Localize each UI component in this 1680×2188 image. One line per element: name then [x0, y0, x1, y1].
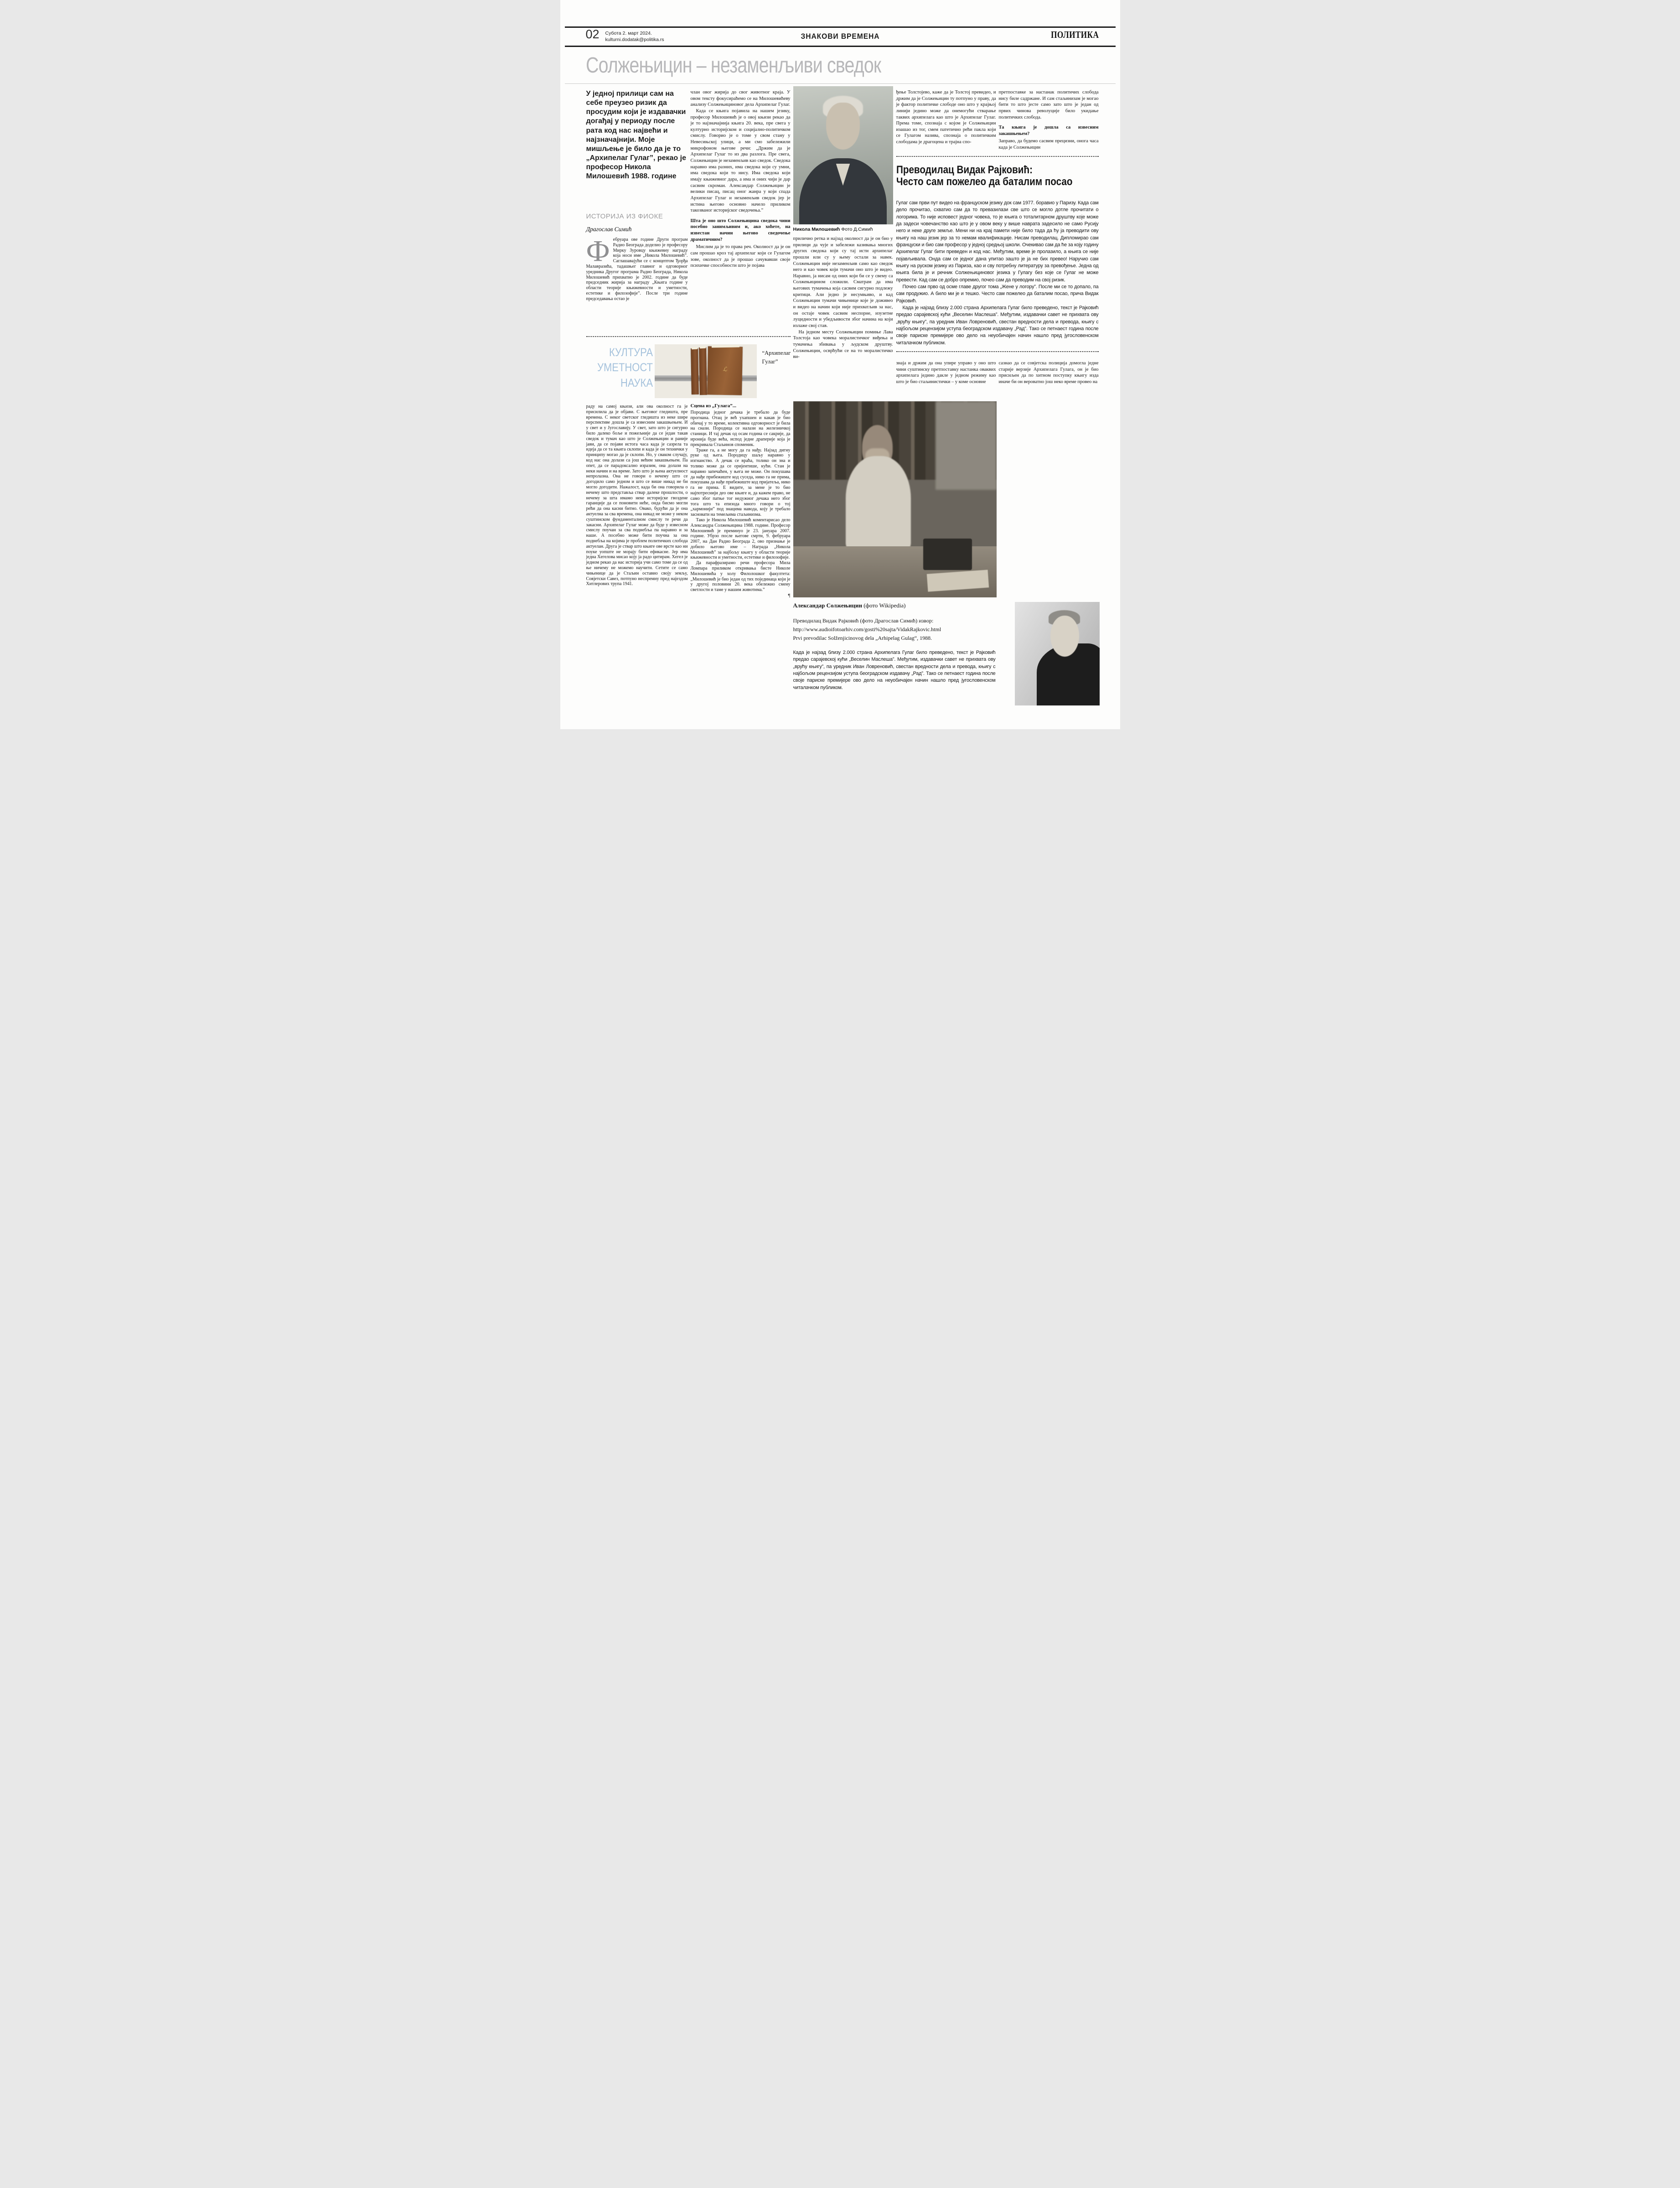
book-pages	[692, 347, 698, 350]
paragraph: Тако је Никола Милошевић коментарисао дело Александра Солжењицина 1988. године. Професор Милошевић је преминуо је 23. јануара 2007. године. Убрзо после његове смрти, 9. фебруара 2007, на Дан Радио Београда 2, ово признање је добило његово име – Награда „Никола Милошевић” за најбољу књигу у области теорије књижевности и уметности, естетике и филозофије.	[690, 517, 791, 560]
lower-column2-body	[691, 403, 791, 599]
paragraph: Заправо, да будемо сасвим прецизни, онога часа када је Солжењицин	[998, 139, 1099, 150]
rubric-kicker: ИСТОРИЈА ИЗ ФИОКЕ	[586, 213, 663, 220]
section-title: ЗНАКОВИ ВРЕМЕНА	[801, 32, 879, 41]
caption-credit: Фото Д.Симић	[841, 227, 873, 232]
paragraph: Почео сам прво од осме главе другог тома „Жене у логору”. После ми се то допало, па сам продужио. А било ми је и тешко. Често сам пожелео да баталим посао, прича Видак Рајковић.	[896, 284, 1099, 304]
caption-credit: (фото Wikipedia)	[863, 602, 906, 609]
column3-body	[793, 236, 893, 360]
credit-line: Преводилац Видак Рајковић (фото Драгослав Симић) извор:	[793, 617, 934, 624]
header-bottom-rule	[565, 46, 1116, 47]
photo-face-shape	[826, 103, 860, 150]
lower-column1-body	[586, 404, 688, 587]
bottom-repeat-paragraph	[793, 649, 996, 691]
caption-name: Никола Милошевић	[793, 227, 840, 232]
paragraph: ђење Толстојево, каже да је Толстој превидео, и држим да је Солжењицин ту потпуно у праву, да је фактор политичке слободе оно што у крајњој линији једино може да онемогући стварање таквих архипелага као што је Архипелаг Гулаг. Према томе, спознаја с којом је Солжењицин изашао из тог, смем патетично рећи пакла који се Гулагом назива, спознаја о политичким слободама је драгоцена и трајна спо-	[896, 90, 996, 145]
paragraph: претпоставке за настанак политичих слобода нису биле садржане. И сам стаљинизам је могао бити то што јесте само зато што је један од првих чинова револуције било укидање политичких слобода.	[998, 90, 1099, 120]
photo-nikola-milosevic	[793, 86, 893, 224]
photo-solzhenitsyn-desk	[793, 401, 997, 597]
credit-line: Prvi prevodilac Solženjicinovog dela „Arhipelag Gulag“, 1988.	[793, 634, 932, 641]
subhead-line1: Преводилац Видак Рајковић:	[896, 164, 1033, 176]
caption-line: “Архипелаг	[762, 350, 791, 356]
lead-quote: У једној прилици сам на себе преузео ризик да просудим који је издавачки догађај у периоду после рата код нас највећи и најзначајнији. Моје мишљење је било да је то „Архипелаг Гулаг”, рекао је професор Никола Милошевић 1988. године	[586, 90, 686, 181]
paragraph: Гулаг сам први пут видео на француском језику док сам 1977. боравио у Паризу. Када сам дело прочитао, схватио сам да то превазилази све што се могло дотле прочитати о логорима. То није исповест једног човека, то је књига о тоталитарном друштву које може да задеси човечанство као што је у овом веку у више наврата задесило не само Русију него и неке друге земље. Мени ни на крај памети није било тада да ћу ја преводити ову књигу на наш језик јер за то немам квалификације. Нисам преводилац. Дипломирао сам француски и био сам професор у једној средњој школи. Очекивао сам да ће за коју годину Архипелаг Гулаг бити преведен и код нас. Међутим, време је пролазило, а књига се није појављивала. Онда сам се једног дана упитао зашто је ја не бих превео! Наручио сам књигу на руском језику из Париза, као и сву потребну литературу за превођење. Једна од књига била је и речник Солжењициновог језика у Гулагу без које се Гулаг не може превести. Кад сам се добро опремио, почео сам да преводим на свој ризик.	[896, 200, 1099, 283]
drop-cap: Ф	[586, 234, 610, 268]
paragraph: сазнао да се совјетска полиција домогла једне старије верзије Архипелага Гулага, он је био присиљен да по хитном поступку књигу изда иначе би он вероватно још неко време провео на	[998, 361, 1099, 384]
byline-author: Драгослав Симић	[586, 226, 632, 233]
book-photo-caption	[762, 349, 792, 366]
paragraph: На једном месту Солжењицин помиње Лава Толстоја као човека моралистичког виђења и тумачења збивања у људском друштву. Солжењицин, осврћући се на то моралистичко ви-	[793, 329, 893, 360]
book-spine	[691, 348, 698, 395]
book-spine	[699, 347, 707, 395]
column2-body	[691, 89, 791, 269]
dotted-divider	[896, 156, 1099, 157]
column4-body	[896, 89, 996, 145]
translator-credit-block	[793, 617, 997, 643]
book-cover	[707, 346, 743, 395]
photo-gulag-books	[655, 344, 757, 398]
book-pages	[700, 346, 706, 349]
wall-shape	[936, 401, 997, 490]
column5-body	[999, 89, 1099, 151]
interview-body	[896, 200, 1099, 347]
paragraph: прилично ретка и најзад околност да је он био у прилици да чује и забележи казивања многих других сведока који су тај исти архипелаг прошли или су у њему остали за навек. Солжењицин није незаменљив само као сведок него и као човек који тумачи оно што је видео. Наравно, ја нисам од оних који би се у свему са Солжењицином сложили. Сматрам да има његових тумачења која сасвим сигурно подлежу критици. Али једно је несумњиво, и кад Солжењицин тумачи чињенице које је доживео и видео на начин који није прихватљив за нас, он остаје човек сасвим неспорне, изузетне луцидности и убедљивости због начина на који излаже свој став.	[793, 236, 893, 328]
photo-vidak-rajkovic	[1015, 602, 1100, 705]
paragraph: Када је најзад близу 2.000 страна Архипелага Гулаг било преведено, текст је Рајковић предао сарајевској кући „Веселин Маслеша”. Међутим, издавачки савет не прихвата ову „врућу књигу”, па уредник Иван Ловреновић, свестан вредности дела и превода, књигу с најбољом рецензијом уступа београдском издавачу „Рад”. Тако се петнаест година после своје париске премијере ово дело на неуобичајен начин нашло пред југословенском читалачком публиком.	[793, 650, 996, 690]
paragraph: Траже га, а не могу да га нађу. Најзад дигну руке од њега. Породицу шаљу наравно у изгнанство. А дечак се враћа, толико он зна и толико може да се оријентише, кући. Стан је наравно запечаћен, у њега не може. Он покушава да нађе прибежиште код суседа, нико га не прима, покушава да нађе прибежиште код пријатеља, нико га не прима. Е видите, за мене је то био најпотреснији део ове књиге и, да кажем право, не само због патње тог недужног дечака него због тога што та епизода много говори о тој „хармонији” под знацима навода, коју је требало засновати на темељима стаљинизма.	[690, 447, 791, 518]
end-mark: ¶	[788, 593, 791, 599]
article-headline: Солжењицин – незаменљиви сведок	[585, 53, 881, 78]
scene-subhead: Сцена из „Гулага”...	[690, 403, 736, 409]
column5-continuation	[999, 360, 1099, 385]
paragraph: Када је најзад близу 2.000 страна Архипелага Гулаг било преведено, текст је Рајковић предао сарајевској кући „Веселин Маслеша”. Међутим, издавачки савет не прихвата ову „врућу књигу”, па уредник Иван Ловреновић, свестан вредности дела и превода, књигу с најбољом рецензијом уступа београдском издавачу „Рад”. Тако се петнаест година после своје париске премијере ово дело на неуобичајен начин нашло пред југословенском читалачком публиком.	[896, 305, 1099, 346]
paragraph: Када се књига појавила на нашем језику, професор Милошевић је о овој књизи рекао да је то најзначајнија књига 20. века, пре свега у културно историјском и социјално-политичком смислу. Говорио је о томе у свом стану у Невесињској улици, а ми смо забележили микрофоном његове речи: „Држим да је Архипелаг Гулаг то из два разлога. Пре свега, Солжењицин је незаменљив као сведок. Сведока наравно има разних, има сведока који су умни, има сведока који то нису. Има сведока који имају књижевног дара, а има и оних чији је дар сасвим скроман. Александар Солжењицин је велики писац, писац оног жанра у који спада Архипелаг Гулаг и незаменљив сведок јер је истина његово основно начело приликом такозваног историјског сведочења.”	[690, 108, 791, 213]
dotted-divider	[896, 351, 1099, 352]
subhead-line2: Често сам пожелео да баталим посао	[896, 176, 1072, 188]
source-url: http://www.audioifotoarhiv.com/gosti%20sajta/VidakRajkovic.html	[793, 626, 941, 633]
page-number: 02	[585, 27, 600, 41]
caption-name: Александар Солжењицин	[793, 602, 862, 609]
book-pages	[711, 345, 739, 347]
top-rule	[565, 26, 1116, 28]
interview-subhead	[896, 164, 1100, 188]
interview-question: Та књига је дошла са извесним закашњењем?	[998, 125, 1099, 136]
dotted-divider	[586, 336, 791, 337]
typewriter-shape	[923, 539, 972, 570]
culture-line-nauka: НАУКА	[620, 376, 653, 389]
contact-email: kulturni.dodatak@politika.rs	[605, 37, 664, 43]
paragraph: Мислим да је то права реч. Околност да је он сам прошао кроз тај архипелаг који се Гулагом зове, околност да је прошао сачувавши своје психичке способности што је појава	[690, 244, 791, 269]
paragraph: Да парафразирамо речи професора Мила Ломпара приликом откривања бисте Николе Милошевића у холу Филолошког факултета: „Милошевић је био један од тих појединаца који је у другој половини 20. века обележио смену светлости и таме у нашим животима.”	[690, 560, 791, 593]
headline-divider	[565, 83, 1116, 84]
column1-body	[586, 234, 688, 302]
book-monogram: ℒ	[723, 366, 727, 373]
paragraph: члан овог жирија до свог животног краја. У овом тексту фокусираћемо се на Милошевићеву анализу Солжењициновог дела Архипелаг Гулаг.	[690, 90, 791, 108]
portrait-photo-placeholder	[793, 86, 893, 224]
issue-date: Субота 2. март 2024.	[605, 31, 652, 36]
paragraph: Породица једног дечака је требало да буде прогнана. Отац је већ ухапшен и какав је био обичај у то време, колективна одговорност је била на снази. Породица се налази на железничкој станици. И тај дечак од осам година се сакрије, да иронија буде већа, испод једне драперије која је прекривала Стаљинов споменик.	[690, 410, 791, 447]
masthead-logo: ПОЛИТИКА	[1051, 29, 1099, 40]
photo-caption	[793, 227, 893, 232]
caption-line: Гулаг”	[762, 358, 778, 365]
culture-rubric	[594, 345, 652, 391]
photo-face-shape	[1050, 616, 1079, 657]
culture-line-kultura: КУЛТУРА	[609, 346, 653, 359]
newspaper-page	[560, 0, 1120, 729]
photo-caption	[793, 602, 997, 609]
culture-line-umetnost: УМЕТНОСТ	[597, 361, 653, 374]
photo-shirt-shape	[846, 456, 911, 550]
column4-continuation	[896, 360, 996, 385]
paragraph: знаја и држим да она упире управо у оно што чини суштинску претпоставку настанка оваквих архипелага једино дакле у једном режиму као што је био стаљинистички – у коме основне	[896, 361, 996, 384]
interview-question: Шта је оно што Солжењицина сведока чини посебно занимљивим и, ако хоћете, на известан начин његово сведочење драматичним?	[690, 218, 791, 242]
paragraph: ебруара ове године Други програм Радио Београда доделио је професору Мирку Зуровцу књижевну награду која носи име „Никола Милошевић”. Саглашавајући се с концептом Ђорђа Малавразића, тадашњег главног и одговорног уредника Другог програма Радио Београда, Никола Милошевић прихватио је 2002. године да буде председник жирија за награду „Књига године у области теорије књижевности и уметности, естетике и филозофије”. После три године председавања остао је	[586, 237, 688, 301]
paragraph: раду на самој књизи, али ова околност га је присилила да је објави. С његовог гледишта, пре времена. С неког светског гледишта из неке шире перспективе дошла је са извесним закашњењем. И у свет и у Југославију. У свет, зато што је сигурно било далеко боље и пожељније да се један такав сведок и тумач као што је Солжењицин и раније јави, да се појави истога часа када је сазрела та идеја да се та књига склопи и када је он технички у принципу могао да је склопи. Но, у сваком случају, код нас она долази са још већим закашњењем. Па опет, да се парадоксално изразим, она долази на неки начин и на време. Зато што је њена актуелност непролазна. Она не говори о нечему што се догодило само једном и што се више никад не би могло догодити. Нажалост, када би она говорила о нечему што представља ствар далеке прошлости, о нечему за шта имамо неке историјске гвоздене гаранције да се поновити неће, онда бисмо могли рећи да она касни битно. Овако, будући да је она актуелна за сва времена, она никад не може у неком суштинском фундаменталном смислу те речи да закасни. Архипелаг Гулаг може да буде у извесном смислу поучан за сва поднебља па наравно и за наше. А посебно може бити поучна за она поднебља на којима је проблем политичких слобода актуелан. Друга је ствар што књиге ове врсте као ни поуке уопште не морају бити ефикасне. Јер има једна Хегелова мисао коју ја радо цитирам. Хегел је једном рекао да нас историја учи само томе да се од ње ничему не можемо научити. Сетите се само чињенице да је Стаљин оставио своју земљу, Совјетски Савез, потпуно неспремну пред најездом Хитлерових трупа 1941.	[586, 404, 688, 587]
